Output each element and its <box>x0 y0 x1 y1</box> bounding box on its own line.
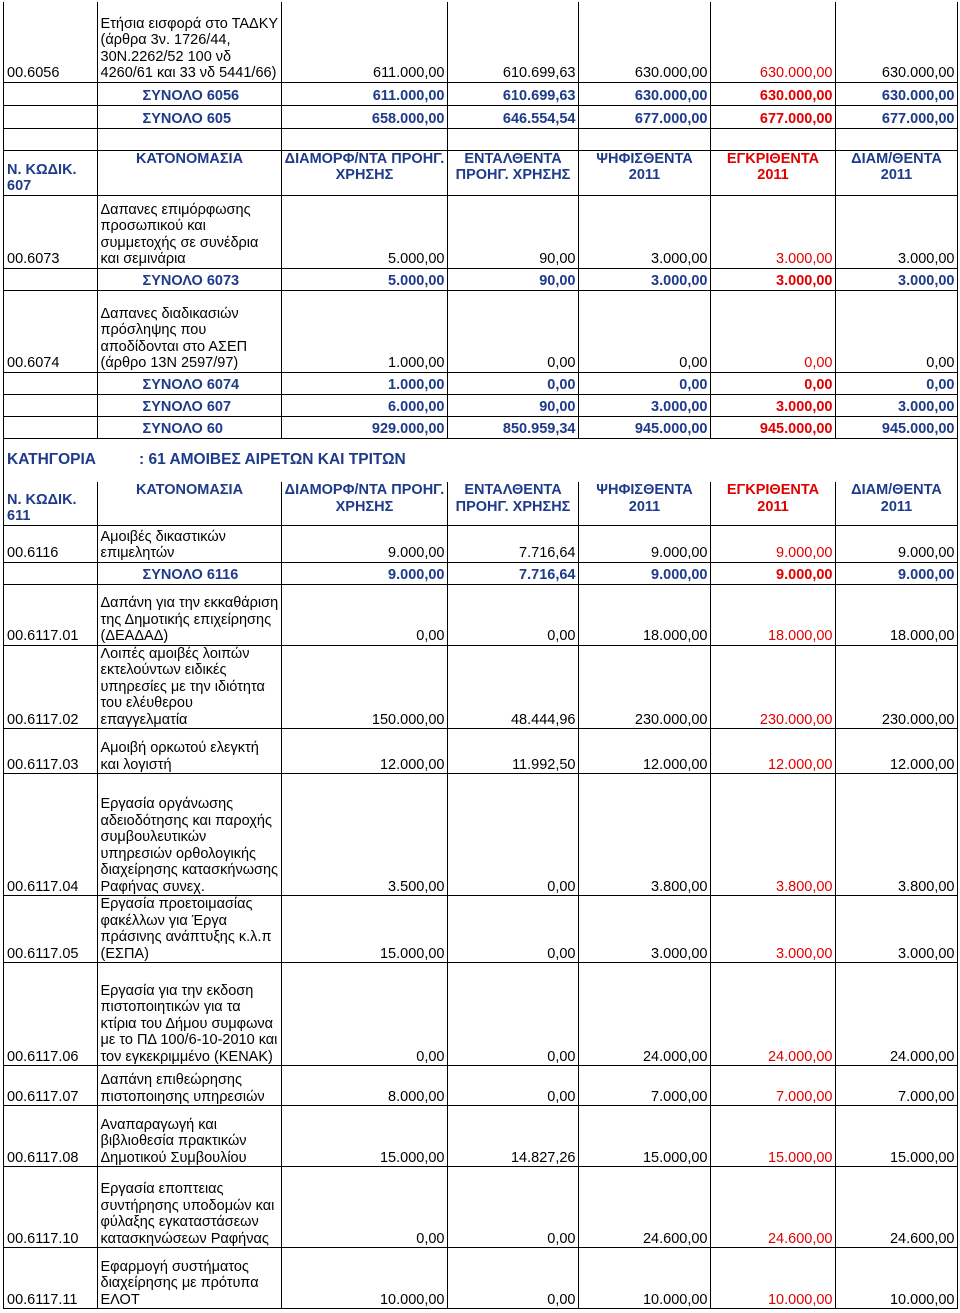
amount-approved-2011: 3.000,00 <box>710 394 835 416</box>
account-description: Εργασία εποπτειας συντήρησης υποδομών και φύλαξης εγκαταστάσεων κατασκηνώσεων Ραφήνας <box>97 1167 281 1248</box>
account-description: Εργασία οργάνωσης αδειοδότησης και παροχής συμβουλευτικών υπηρεσιών ορθολογικής διαχείρησης κατασκήνωσης Ραφήνας συνεχ. <box>97 774 281 896</box>
subtotal-label: ΣΥΝΟΛΟ 6056 <box>97 82 281 105</box>
amount-formed-prev-year: 9.000,00 <box>281 525 447 562</box>
amount-approved-2011: 10.000,00 <box>710 1248 835 1309</box>
amount-voted-2011: 9.000,00 <box>578 562 710 584</box>
header-code: Ν. ΚΩΔΙΚ. 607 <box>4 150 97 195</box>
amount-ordered-prev-year: 0,00 <box>447 372 578 394</box>
budget-line-row <box>4 729 957 774</box>
amount-ordered-prev-year: 610.699,63 <box>447 2 578 82</box>
amount-formed-prev-year: 611.000,00 <box>281 82 447 105</box>
budget-line-row <box>4 1248 957 1309</box>
empty-cell <box>281 128 447 150</box>
subtotal-row <box>4 268 957 290</box>
budget-line-row <box>4 525 957 562</box>
amount-formed-prev-year: 929.000,00 <box>281 416 447 438</box>
account-code: 00.6117.06 <box>4 963 97 1066</box>
account-description: Εργασία για την εκδοση πιστοποιητικών για τα κτίρια του Δήμου συμφωνα με το ΠΔ 100/6-10-2010 και τον εγκεκριμμένο (ΚΕΝΑΚ) <box>97 963 281 1066</box>
amount-formed-2011: 3.000,00 <box>835 268 957 290</box>
header-description: ΚΑΤΟΝΟΜΑΣΙΑ <box>97 150 281 195</box>
amount-formed-prev-year: 611.000,00 <box>281 2 447 82</box>
amount-approved-2011: 677.000,00 <box>710 105 835 128</box>
amount-formed-prev-year: 5.000,00 <box>281 268 447 290</box>
amount-formed-prev-year: 10.000,00 <box>281 1248 447 1309</box>
amount-voted-2011: 10.000,00 <box>578 1248 710 1309</box>
amount-voted-2011: 7.000,00 <box>578 1066 710 1106</box>
amount-approved-2011: 3.000,00 <box>710 896 835 963</box>
budget-line-row <box>4 1066 957 1106</box>
amount-ordered-prev-year: 7.716,64 <box>447 562 578 584</box>
budget-line-row <box>4 2 957 82</box>
header-amount-voted-2011: ΨΗΦΙΣΘΕΝΤΑ 2011 <box>578 150 710 195</box>
category-row <box>4 438 957 482</box>
amount-formed-prev-year: 12.000,00 <box>281 729 447 774</box>
header-amount-formed-prev-year: ΔΙΑΜΟΡΦ/ΝΤΑ ΠΡΟΗΓ. ΧΡΗΣΗΣ <box>281 482 447 525</box>
subtotal-row <box>4 416 957 438</box>
amount-voted-2011: 3.000,00 <box>578 268 710 290</box>
amount-formed-2011: 630.000,00 <box>835 82 957 105</box>
empty-cell <box>578 128 710 150</box>
amount-formed-2011: 3.800,00 <box>835 774 957 896</box>
account-description: Δαπανες διαδικασιών πρόσληψης που αποδίδονται στο ΑΣΕΠ (άρθρο 13Ν 2597/97) <box>97 290 281 372</box>
account-code: 00.6117.02 <box>4 645 97 729</box>
amount-ordered-prev-year: 0,00 <box>447 896 578 963</box>
spacer-row <box>4 128 957 150</box>
amount-formed-prev-year: 8.000,00 <box>281 1066 447 1106</box>
account-code <box>4 562 97 584</box>
account-description: Αμοιβές δικαστικών επιμελητών <box>97 525 281 562</box>
account-code: 00.6117.05 <box>4 896 97 963</box>
amount-ordered-prev-year: 7.716,64 <box>447 525 578 562</box>
header-amount-formed-prev-year: ΔΙΑΜΟΡΦ/ΝΤΑ ΠΡΟΗΓ. ΧΡΗΣΗΣ <box>281 150 447 195</box>
amount-formed-2011: 12.000,00 <box>835 729 957 774</box>
amount-formed-2011: 15.000,00 <box>835 1106 957 1167</box>
amount-approved-2011: 3.000,00 <box>710 268 835 290</box>
account-code <box>4 416 97 438</box>
account-description: Δαπάνη επιθεώρησης πιστοποιησης υπηρεσιών <box>97 1066 281 1106</box>
amount-formed-2011: 0,00 <box>835 372 957 394</box>
amount-voted-2011: 24.600,00 <box>578 1167 710 1248</box>
account-code: 00.6074 <box>4 290 97 372</box>
amount-ordered-prev-year: 646.554,54 <box>447 105 578 128</box>
amount-formed-2011: 9.000,00 <box>835 525 957 562</box>
amount-ordered-prev-year: 11.992,50 <box>447 729 578 774</box>
account-code <box>4 268 97 290</box>
amount-formed-prev-year: 150.000,00 <box>281 645 447 729</box>
account-code: 00.6056 <box>4 2 97 82</box>
amount-approved-2011: 630.000,00 <box>710 82 835 105</box>
amount-approved-2011: 15.000,00 <box>710 1106 835 1167</box>
amount-voted-2011: 677.000,00 <box>578 105 710 128</box>
subtotal-label: ΣΥΝΟΛΟ 607 <box>97 394 281 416</box>
subtotal-label: ΣΥΝΟΛΟ 605 <box>97 105 281 128</box>
column-header-row <box>4 482 957 525</box>
amount-formed-2011: 9.000,00 <box>835 562 957 584</box>
header-amount-ordered-prev-year: ΕΝΤΑΛΘΕΝΤΑ ΠΡΟΗΓ. ΧΡΗΣΗΣ <box>447 150 578 195</box>
header-amount-approved-2011: ΕΓΚΡΙΘΕΝΤΑ 2011 <box>710 482 835 525</box>
amount-formed-prev-year: 0,00 <box>281 963 447 1066</box>
account-description: Εφαρμογή συστήματος διαχείρησης με πρότυπα ΕΛΟΤ <box>97 1248 281 1309</box>
empty-cell <box>97 128 281 150</box>
header-amount-formed-2011: ΔΙΑΜ/ΘΕΝΤΑ 2011 <box>835 150 957 195</box>
amount-formed-prev-year: 6.000,00 <box>281 394 447 416</box>
account-code: 00.6117.08 <box>4 1106 97 1167</box>
amount-formed-2011: 3.000,00 <box>835 195 957 268</box>
amount-approved-2011: 9.000,00 <box>710 525 835 562</box>
amount-ordered-prev-year: 0,00 <box>447 1248 578 1309</box>
amount-voted-2011: 9.000,00 <box>578 525 710 562</box>
budget-line-row <box>4 963 957 1066</box>
subtotal-row <box>4 394 957 416</box>
amount-voted-2011: 0,00 <box>578 290 710 372</box>
account-description: Λοιπές αμοιβές λοιπών εκτελούντων ειδικές υπηρεσίες με την ιδιότητα του ελέυθερου επαγγελματία <box>97 645 281 729</box>
amount-approved-2011: 9.000,00 <box>710 562 835 584</box>
amount-formed-2011: 630.000,00 <box>835 2 957 82</box>
budget-line-row <box>4 774 957 896</box>
subtotal-row <box>4 82 957 105</box>
amount-ordered-prev-year: 14.827,26 <box>447 1106 578 1167</box>
amount-ordered-prev-year: 0,00 <box>447 1167 578 1248</box>
subtotal-row <box>4 105 957 128</box>
empty-cell <box>447 128 578 150</box>
budget-line-row <box>4 645 957 729</box>
amount-approved-2011: 945.000,00 <box>710 416 835 438</box>
amount-formed-prev-year: 1.000,00 <box>281 290 447 372</box>
amount-voted-2011: 3.000,00 <box>578 394 710 416</box>
amount-ordered-prev-year: 0,00 <box>447 290 578 372</box>
account-code <box>4 372 97 394</box>
header-description: ΚΑΤΟΝΟΜΑΣΙΑ <box>97 482 281 525</box>
empty-cell <box>710 128 835 150</box>
amount-formed-2011: 3.000,00 <box>835 896 957 963</box>
amount-formed-2011: 24.000,00 <box>835 963 957 1066</box>
account-code: 00.6117.07 <box>4 1066 97 1106</box>
budget-line-row <box>4 195 957 268</box>
amount-formed-2011: 24.600,00 <box>835 1167 957 1248</box>
header-amount-ordered-prev-year: ΕΝΤΑΛΘΕΝΤΑ ΠΡΟΗΓ. ΧΡΗΣΗΣ <box>447 482 578 525</box>
amount-voted-2011: 230.000,00 <box>578 645 710 729</box>
amount-voted-2011: 0,00 <box>578 372 710 394</box>
amount-formed-prev-year: 3.500,00 <box>281 774 447 896</box>
amount-approved-2011: 630.000,00 <box>710 2 835 82</box>
amount-approved-2011: 24.600,00 <box>710 1167 835 1248</box>
budget-sheet <box>3 2 958 1309</box>
category-label: ΚΑΤΗΓΟΡΙΑ <box>7 451 96 468</box>
amount-voted-2011: 630.000,00 <box>578 2 710 82</box>
amount-voted-2011: 3.000,00 <box>578 195 710 268</box>
header-amount-formed-2011: ΔΙΑΜ/ΘΕΝΤΑ 2011 <box>835 482 957 525</box>
header-code: Ν. ΚΩΔΙΚ. 611 <box>4 482 97 525</box>
subtotal-row <box>4 372 957 394</box>
amount-approved-2011: 24.000,00 <box>710 963 835 1066</box>
subtotal-label: ΣΥΝΟΛΟ 6074 <box>97 372 281 394</box>
amount-approved-2011: 3.800,00 <box>710 774 835 896</box>
amount-ordered-prev-year: 0,00 <box>447 963 578 1066</box>
budget-line-row <box>4 896 957 963</box>
account-description: Αμοιβή ορκωτού ελεγκτή και λογιστή <box>97 729 281 774</box>
account-code <box>4 82 97 105</box>
amount-formed-prev-year: 0,00 <box>281 1167 447 1248</box>
account-code: 00.6073 <box>4 195 97 268</box>
amount-voted-2011: 630.000,00 <box>578 82 710 105</box>
amount-formed-prev-year: 658.000,00 <box>281 105 447 128</box>
account-code <box>4 394 97 416</box>
subtotal-row <box>4 562 957 584</box>
amount-formed-2011: 10.000,00 <box>835 1248 957 1309</box>
amount-formed-prev-year: 5.000,00 <box>281 195 447 268</box>
account-code: 00.6116 <box>4 525 97 562</box>
amount-approved-2011: 18.000,00 <box>710 584 835 645</box>
account-description: Ετήσια εισφορά στο ΤΑΔΚΥ (άρθρα 3ν. 1726/44, 30Ν.2262/52 100 νδ 4260/61 και 33 νδ 5441/66) <box>97 2 281 82</box>
account-code: 00.6117.03 <box>4 729 97 774</box>
amount-ordered-prev-year: 610.699,63 <box>447 82 578 105</box>
budget-line-row <box>4 290 957 372</box>
account-code: 00.6117.01 <box>4 584 97 645</box>
amount-formed-2011: 0,00 <box>835 290 957 372</box>
amount-formed-prev-year: 0,00 <box>281 584 447 645</box>
amount-formed-2011: 677.000,00 <box>835 105 957 128</box>
amount-voted-2011: 3.000,00 <box>578 896 710 963</box>
subtotal-label: ΣΥΝΟΛΟ 6116 <box>97 562 281 584</box>
account-code: 00.6117.10 <box>4 1167 97 1248</box>
amount-formed-prev-year: 15.000,00 <box>281 1106 447 1167</box>
amount-formed-prev-year: 15.000,00 <box>281 896 447 963</box>
amount-formed-2011: 7.000,00 <box>835 1066 957 1106</box>
amount-voted-2011: 945.000,00 <box>578 416 710 438</box>
amount-approved-2011: 0,00 <box>710 290 835 372</box>
amount-ordered-prev-year: 0,00 <box>447 774 578 896</box>
amount-approved-2011: 0,00 <box>710 372 835 394</box>
account-code: 00.6117.04 <box>4 774 97 896</box>
account-code: 00.6117.11 <box>4 1248 97 1309</box>
account-description: Αναπαραγωγή και βιβλιοθεσία πρακτικών Δημοτικού Συμβουλίου <box>97 1106 281 1167</box>
account-code <box>4 105 97 128</box>
amount-voted-2011: 24.000,00 <box>578 963 710 1066</box>
amount-formed-2011: 230.000,00 <box>835 645 957 729</box>
empty-cell <box>835 128 957 150</box>
amount-formed-prev-year: 9.000,00 <box>281 562 447 584</box>
account-description: Δαπάνη για την εκκαθάριση της Δημοτικής επιχείρησης (ΔΕΑΔΑΔ) <box>97 584 281 645</box>
account-description: Εργασία προετοιμασίας φακέλλων για Έργα πράσινης ανάπτυξης κ.λ.π (ΕΣΠΑ) <box>97 896 281 963</box>
amount-ordered-prev-year: 90,00 <box>447 195 578 268</box>
budget-line-row <box>4 584 957 645</box>
budget-line-row <box>4 1106 957 1167</box>
amount-formed-2011: 3.000,00 <box>835 394 957 416</box>
amount-formed-2011: 945.000,00 <box>835 416 957 438</box>
account-description: Δαπανες επιμόρφωσης προσωπικού και συμμετοχής σε συνέδρια και σεμινάρια <box>97 195 281 268</box>
amount-ordered-prev-year: 0,00 <box>447 1066 578 1106</box>
budget-line-row <box>4 1167 957 1248</box>
amount-voted-2011: 3.800,00 <box>578 774 710 896</box>
amount-voted-2011: 18.000,00 <box>578 584 710 645</box>
subtotal-label: ΣΥΝΟΛΟ 6073 <box>97 268 281 290</box>
amount-ordered-prev-year: 48.444,96 <box>447 645 578 729</box>
empty-cell <box>4 128 97 150</box>
amount-ordered-prev-year: 90,00 <box>447 394 578 416</box>
amount-ordered-prev-year: 90,00 <box>447 268 578 290</box>
amount-approved-2011: 12.000,00 <box>710 729 835 774</box>
header-amount-voted-2011: ΨΗΦΙΣΘΕΝΤΑ 2011 <box>578 482 710 525</box>
category-name: : 61 ΑΜΟΙΒΕΣ ΑΙΡΕΤΩΝ ΚΑΙ ΤΡΙΤΩΝ <box>97 438 957 482</box>
amount-ordered-prev-year: 850.959,34 <box>447 416 578 438</box>
amount-approved-2011: 230.000,00 <box>710 645 835 729</box>
amount-approved-2011: 7.000,00 <box>710 1066 835 1106</box>
column-header-row <box>4 150 957 195</box>
amount-voted-2011: 15.000,00 <box>578 1106 710 1167</box>
amount-formed-2011: 18.000,00 <box>835 584 957 645</box>
budget-table-body <box>4 2 957 1309</box>
amount-ordered-prev-year: 0,00 <box>447 584 578 645</box>
amount-approved-2011: 3.000,00 <box>710 195 835 268</box>
subtotal-label: ΣΥΝΟΛΟ 60 <box>97 416 281 438</box>
header-amount-approved-2011: ΕΓΚΡΙΘΕΝΤΑ 2011 <box>710 150 835 195</box>
amount-formed-prev-year: 1.000,00 <box>281 372 447 394</box>
budget-table <box>4 2 958 1309</box>
amount-voted-2011: 12.000,00 <box>578 729 710 774</box>
